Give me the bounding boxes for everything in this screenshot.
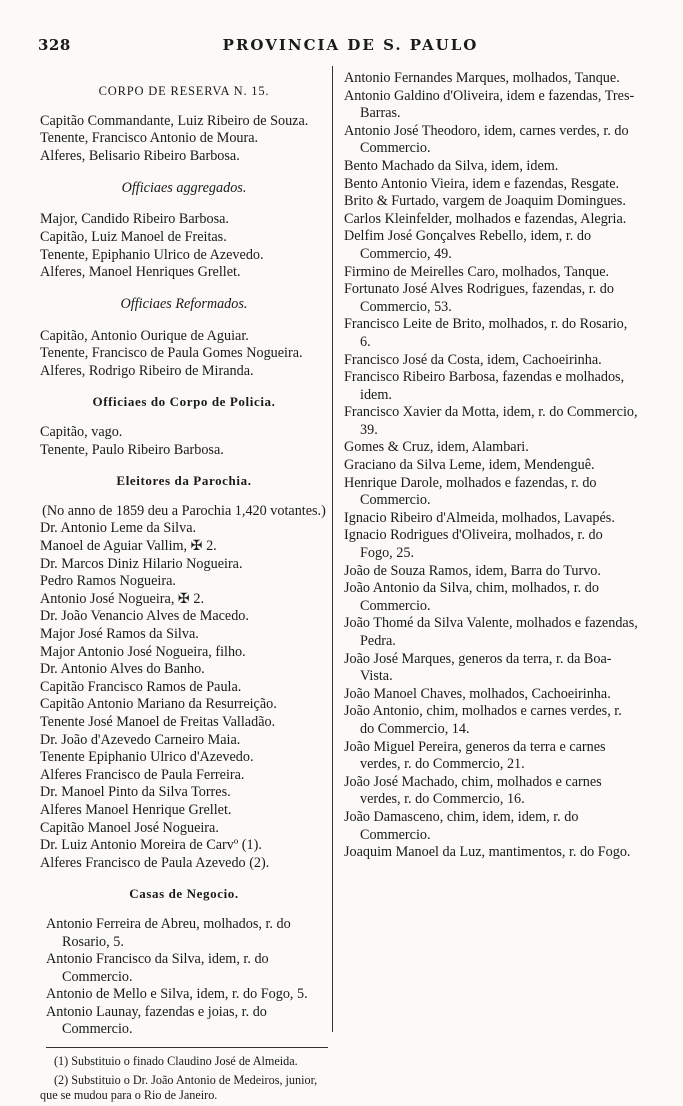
- business-entry: João Manoel Chaves, molhados, Cachoeirinha.: [344, 685, 611, 702]
- elector-entry: Dr. Manoel Pinto da Silva Torres.: [40, 784, 231, 801]
- electors-note: (No anno de 1859 deu a Parochia 1,420 votantes.): [42, 502, 326, 519]
- business-entry: João Miguel Pereira, generos da terra e carnes verdes, r. do Commercio, 21.: [344, 738, 606, 773]
- elector-entry: Tenente José Manoel de Freitas Valladão.: [40, 713, 276, 730]
- right-column: [338, 70, 638, 862]
- business-list-left: [40, 916, 328, 1039]
- retired-officer-entry: Tenente, Francisco de Paula Gomes Nogueira.: [40, 345, 303, 362]
- business-entry: Ignacio Rodrigues d'Oliveira, molhados, r. do Fogo, 25.: [344, 527, 603, 562]
- commander-entry: Capitão Commandante, Luiz Ribeiro de Souza.: [40, 112, 309, 129]
- business-entry: Antonio Galdino d'Oliveira, idem e fazendas, Tres-Barras.: [344, 87, 635, 122]
- aggregated-officer-entry: Tenente, Epiphanio Ulrico de Azevedo.: [40, 246, 264, 263]
- business-entry: Graciano da Silva Leme, idem, Mendenguê.: [344, 457, 595, 474]
- footnote: (1) Substituio o finado Claudino José de Almeida.: [54, 1054, 298, 1069]
- business-entry: Antonio Fernandes Marques, molhados, Tanque.: [344, 70, 620, 86]
- elector-entry: Alferes Manoel Henrique Grellet.: [40, 801, 232, 818]
- police-list: [40, 424, 328, 459]
- officers-list: [40, 130, 328, 165]
- business-entry: Delfim José Gonçalves Rebello, idem, r. do Commercio, 49.: [344, 228, 592, 262]
- retired-heading: Officiaes Reformados.: [120, 295, 248, 312]
- retired-officer-entry: Capitão, Antonio Ourique de Aguiar.: [40, 327, 249, 344]
- elector-entry: Pedro Ramos Nogueira.: [40, 573, 176, 590]
- business-entry: João Damasceno, chim, idem, idem, r. do Commercio.: [344, 808, 579, 843]
- business-heading: Casas de Negocio.: [129, 886, 239, 902]
- police-officer-entry: Tenente, Paulo Ribeiro Barbosa.: [40, 441, 224, 458]
- business-entry: Bento Antonio Vieira, idem e fazendas, Resgate.: [344, 175, 620, 192]
- elector-entry: Capitão Antonio Mariano da Resurreição.: [40, 696, 277, 713]
- left-column: [40, 70, 328, 1106]
- elector-entry: Tenente Epiphanio Ulrico d'Azevedo.: [40, 749, 254, 766]
- business-entry: Antonio de Mello e Silva, idem, r. do Fogo, 5.: [46, 986, 308, 1003]
- business-entry: João Thomé da Silva Valente, molhados e fazendas, Pedra.: [344, 615, 638, 649]
- retired-officer-entry: Alferes, Rodrigo Ribeiro de Miranda.: [40, 362, 254, 379]
- elector-entry: Dr. Antonio Leme da Silva.: [40, 520, 197, 537]
- page-header: [38, 36, 663, 58]
- business-entry: Antonio Launay, fazendas e joias, r. do Commercio.: [46, 1003, 267, 1038]
- unit-heading: CORPO DE RESERVA N. 15.: [98, 83, 270, 98]
- business-entry: Francisco Ribeiro Barbosa, fazendas e molhados, idem.: [344, 369, 625, 403]
- elector-entry: Alferes Francisco de Paula Ferreira.: [40, 766, 245, 783]
- footnotes: [40, 1054, 328, 1102]
- business-entry: João José Marques, generos da terra, r. da Boa-Vista.: [344, 650, 612, 685]
- elector-entry: Dr. João d'Azevedo Carneiro Maia.: [40, 731, 241, 748]
- aggregated-heading: Officiaes aggregados.: [121, 179, 247, 196]
- elector-entry: Capitão Manoel José Nogueira.: [40, 819, 219, 836]
- elector-entry: Major Antonio José Nogueira, filho.: [40, 643, 246, 660]
- running-title: PROVINCIA DE S. PAULO: [222, 36, 479, 54]
- business-entry: João de Souza Ramos, idem, Barra do Turvo.: [344, 562, 601, 579]
- elector-entry: Alferes Francisco de Paula Azevedo (2).: [40, 854, 270, 871]
- retired-list: [40, 328, 328, 381]
- officer-entry: Tenente, Francisco Antonio de Moura.: [40, 130, 259, 147]
- elector-entry: Capitão Francisco Ramos de Paula.: [40, 678, 242, 695]
- aggregated-officer-entry: Major, Candido Ribeiro Barbosa.: [40, 211, 229, 228]
- business-entry: Joaquim Manoel da Luz, mantimentos, r. do Fogo.: [344, 844, 631, 861]
- business-list-right: [338, 70, 638, 862]
- business-entry: Bento Machado da Silva, idem, idem.: [344, 157, 559, 174]
- footnote-rule: [46, 1047, 328, 1048]
- business-entry: Antonio Francisco da Silva, idem, r. do Commercio.: [46, 951, 269, 985]
- business-entry: João José Machado, chim, molhados e carnes verdes, r. do Commercio, 16.: [344, 773, 602, 808]
- business-entry: Fortunato José Alves Rodrigues, fazendas, r. do Commercio, 53.: [344, 281, 614, 315]
- elector-entry: Antonio José Nogueira, ✠ 2.: [40, 590, 204, 607]
- page-number: 328: [38, 36, 71, 54]
- business-entry: Francisco Xavier da Motta, idem, r. do Commercio, 39.: [344, 404, 638, 438]
- elector-entry: Dr. Luiz Antonio Moreira de Carvº (1).: [40, 837, 262, 854]
- police-officer-entry: Capitão, vago.: [40, 424, 123, 441]
- electors-list: [40, 520, 328, 872]
- business-entry: Francisco José da Costa, idem, Cachoeirinha.: [344, 351, 602, 368]
- column-divider: [332, 66, 333, 1032]
- police-heading: Officiaes do Corpo de Policia.: [92, 394, 276, 410]
- aggregated-list: [40, 211, 328, 281]
- business-entry: Francisco Leite de Brito, molhados, r. do Rosario, 6.: [344, 316, 628, 350]
- footnote: (2) Substituio o Dr. João Antonio de Medeiros, junior, que se mudou para o Rio de Janeiro.: [40, 1072, 318, 1102]
- officer-entry: Alferes, Belisario Ribeiro Barbosa.: [40, 147, 240, 164]
- business-entry: Firmino de Meirelles Caro, molhados, Tanque.: [344, 263, 610, 280]
- business-entry: João Antonio, chim, molhados e carnes verdes, r. do Commercio, 14.: [344, 703, 622, 737]
- business-entry: Antonio José Theodoro, idem, carnes verdes, r. do Commercio.: [344, 122, 629, 157]
- elector-entry: Major José Ramos da Silva.: [40, 626, 199, 642]
- elector-entry: Dr. Marcos Diniz Hilario Nogueira.: [40, 555, 243, 572]
- business-entry: Gomes & Cruz, idem, Alambari.: [344, 439, 529, 456]
- business-entry: Antonio Ferreira de Abreu, molhados, r. do Rosario, 5.: [46, 915, 291, 950]
- business-entry: Carlos Kleinfelder, molhados e fazendas, Alegria.: [344, 210, 627, 227]
- electors-heading: Eleitores da Parochia.: [116, 473, 252, 489]
- elector-entry: Dr. Antonio Alves do Banho.: [40, 661, 205, 678]
- business-entry: Brito & Furtado, vargem de Joaquim Domingues.: [344, 193, 626, 210]
- elector-entry: Dr. João Venancio Alves de Macedo.: [40, 608, 249, 625]
- aggregated-officer-entry: Capitão, Luiz Manoel de Freitas.: [40, 228, 227, 245]
- business-entry: João Antonio da Silva, chim, molhados, r. do Commercio.: [344, 580, 599, 614]
- aggregated-officer-entry: Alferes, Manoel Henriques Grellet.: [40, 264, 241, 281]
- elector-entry: Manoel de Aguiar Vallim, ✠ 2.: [40, 538, 217, 555]
- business-entry: Ignacio Ribeiro d'Almeida, molhados, Lavapés.: [344, 509, 615, 526]
- business-entry: Henrique Darole, molhados e fazendas, r. do Commercio.: [344, 474, 597, 509]
